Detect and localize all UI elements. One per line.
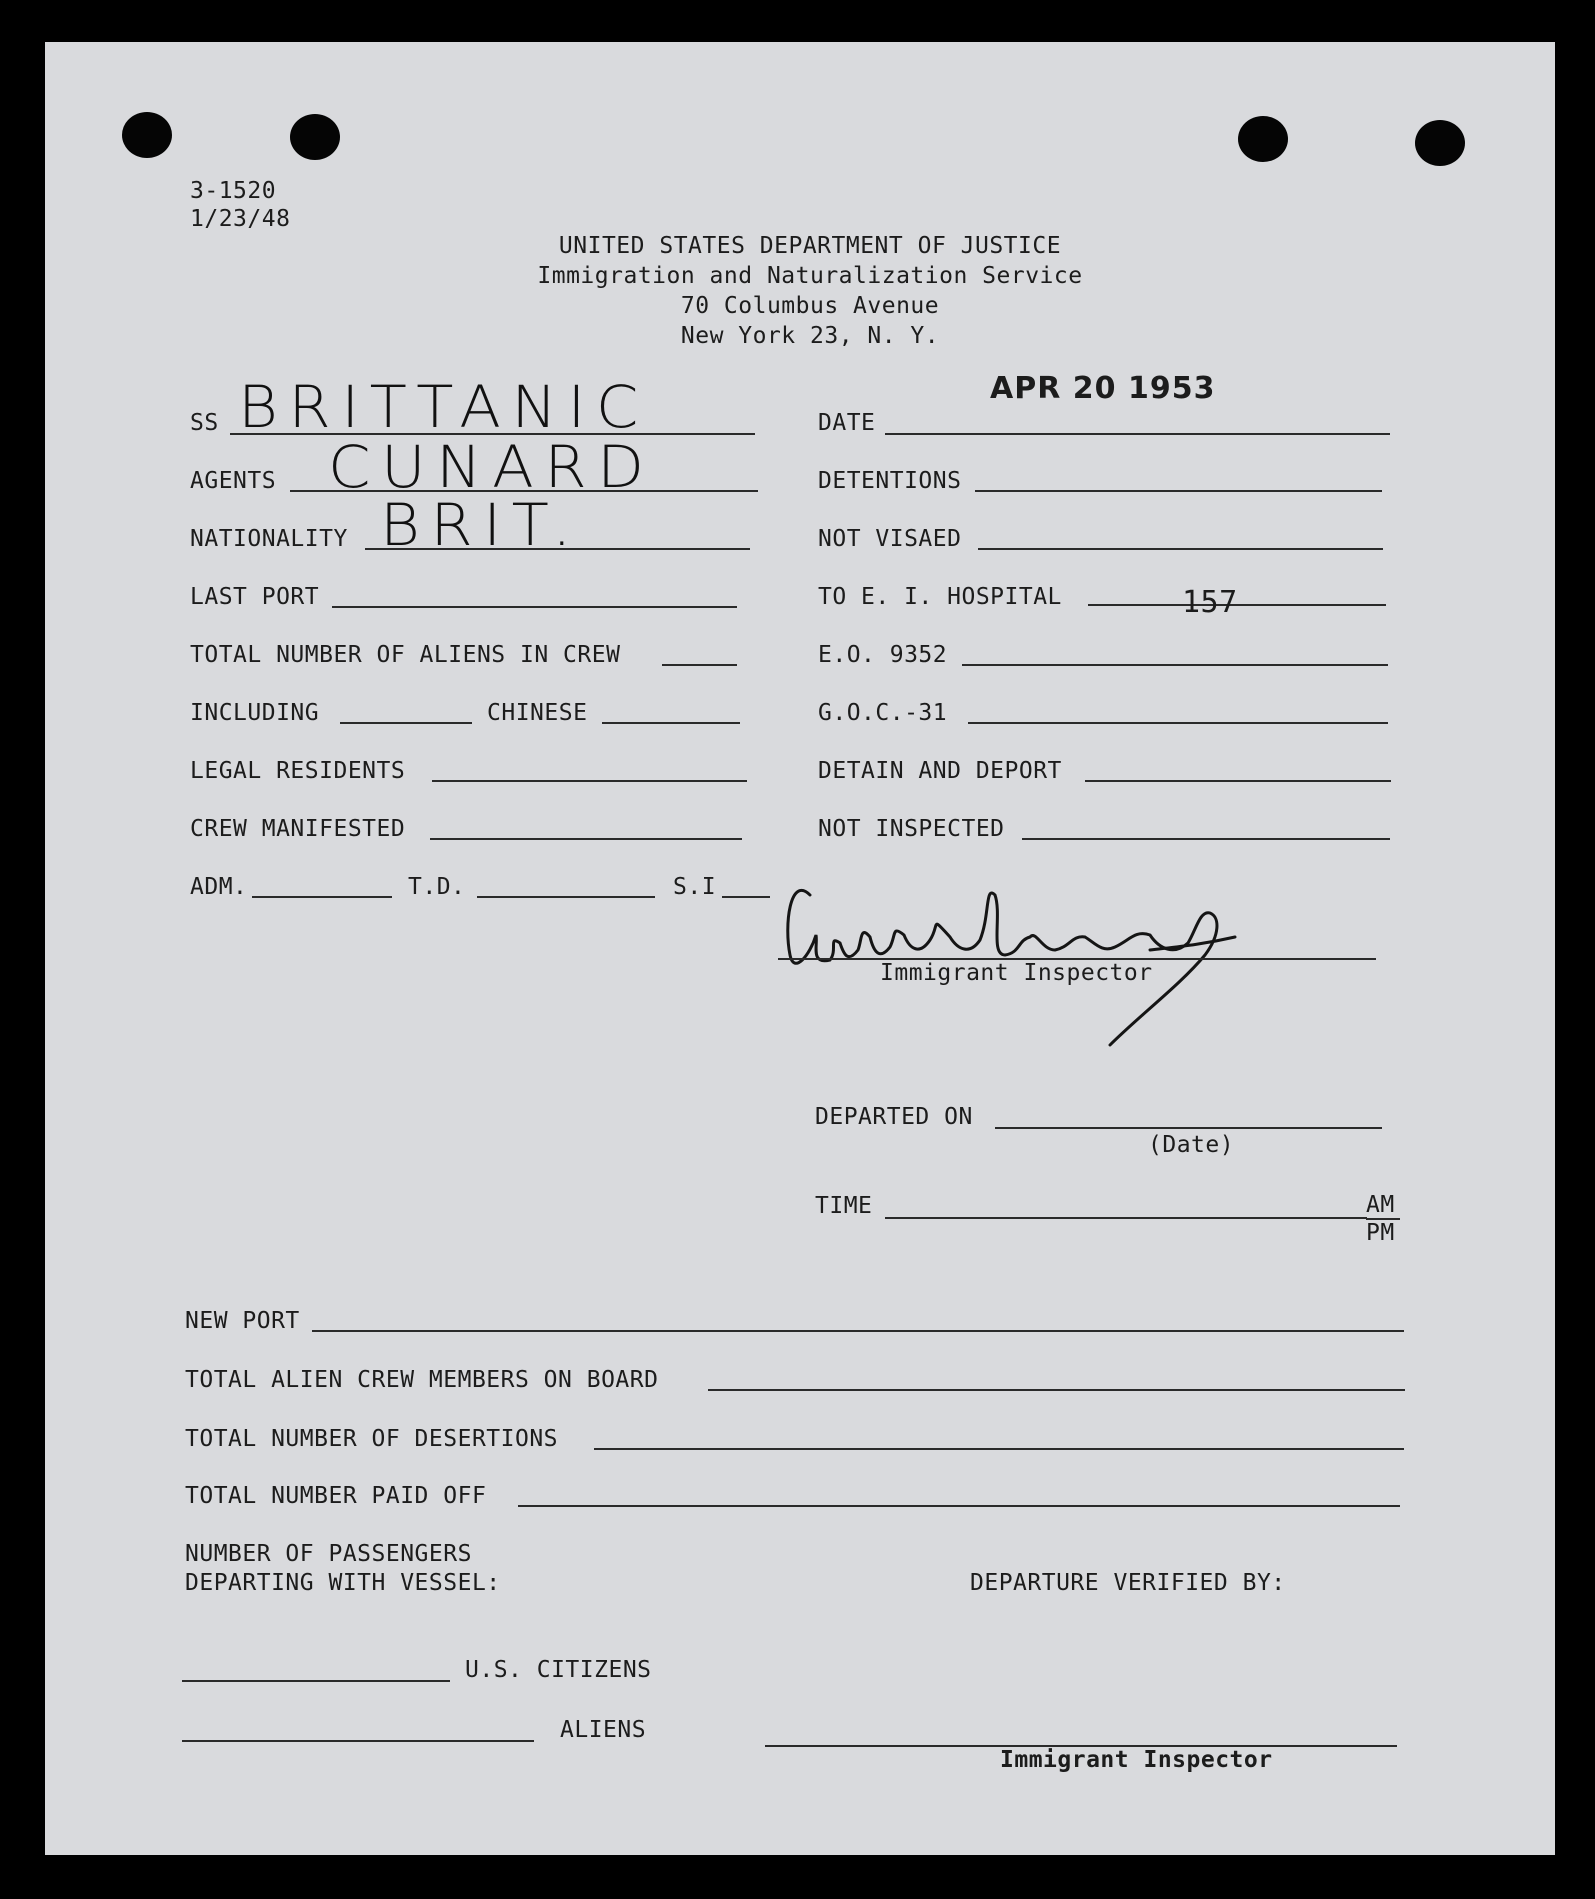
not-inspected-label: NOT INSPECTED	[818, 816, 1005, 842]
us-citizens-line	[182, 1680, 450, 1682]
detentions-line	[975, 490, 1382, 492]
goc-line	[968, 722, 1388, 724]
pm-label: PM	[1366, 1220, 1395, 1246]
aliens-line	[182, 1740, 534, 1742]
date-line	[885, 433, 1390, 435]
us-citizens-label: U.S. CITIZENS	[465, 1657, 652, 1683]
new-port-line	[312, 1330, 1404, 1332]
passengers-heading-2: DEPARTING WITH VESSEL:	[185, 1570, 501, 1596]
adm-line	[252, 896, 392, 898]
eo-line	[962, 664, 1388, 666]
departed-on-label: DEPARTED ON	[815, 1104, 973, 1130]
header-address: 70 Columbus Avenue	[680, 293, 940, 319]
departed-on-line	[995, 1127, 1382, 1129]
detain-deport-line	[1085, 780, 1391, 782]
nationality-label: NATIONALITY	[190, 526, 348, 552]
am-label: AM	[1366, 1192, 1395, 1218]
adm-label: ADM.	[190, 874, 248, 900]
header-department: UNITED STATES DEPARTMENT OF JUSTICE	[558, 233, 1062, 259]
header-service: Immigration and Naturalization Service	[537, 263, 1083, 289]
last-port-label: LAST PORT	[190, 584, 320, 610]
not-visaed-line	[978, 548, 1383, 550]
total-aliens-label: TOTAL NUMBER OF ALIENS IN CREW	[190, 642, 621, 668]
legal-residents-line	[432, 780, 747, 782]
date-stamp: APR 20 1953	[990, 371, 1216, 406]
hospital-value: 157	[1182, 585, 1238, 620]
verifying-inspector-caption: Immigrant Inspector	[1000, 1747, 1273, 1773]
total-aliens-line	[662, 664, 737, 666]
punch-hole-1	[122, 112, 172, 158]
chinese-line	[602, 722, 740, 724]
crew-on-board-line	[708, 1389, 1405, 1391]
form-code: 3-1520	[190, 178, 277, 204]
paid-off-line	[518, 1505, 1400, 1507]
inspector-signature	[780, 855, 1340, 1050]
crew-manifested-label: CREW MANIFESTED	[190, 816, 406, 842]
new-port-label: NEW PORT	[185, 1308, 300, 1334]
aliens-label: ALIENS	[560, 1717, 647, 1743]
desertions-line	[594, 1448, 1404, 1450]
punch-hole-3	[1238, 116, 1288, 162]
including-label: INCLUDING	[190, 700, 320, 726]
chinese-label: CHINESE	[487, 700, 588, 726]
td-label: T.D.	[408, 874, 466, 900]
not-visaed-label: NOT VISAED	[818, 526, 962, 552]
ss-value: BRITTANIC	[238, 373, 649, 441]
detentions-label: DETENTIONS	[818, 468, 962, 494]
goc-label: G.O.C.-31	[818, 700, 948, 726]
time-line	[885, 1217, 1367, 1219]
agents-value: CUNARD	[328, 433, 655, 501]
paid-off-label: TOTAL NUMBER PAID OFF	[185, 1483, 487, 1509]
eo-label: E.O. 9352	[818, 642, 948, 668]
punch-hole-4	[1415, 120, 1465, 166]
hospital-label: TO E. I. HOSPITAL	[818, 584, 1062, 610]
header-city: New York 23, N. Y.	[680, 323, 940, 349]
desertions-label: TOTAL NUMBER OF DESERTIONS	[185, 1426, 559, 1452]
detain-deport-label: DETAIN AND DEPORT	[818, 758, 1062, 784]
legal-residents-label: LEGAL RESIDENTS	[190, 758, 406, 784]
si-line	[722, 896, 770, 898]
passengers-heading-1: NUMBER OF PASSENGERS	[185, 1541, 472, 1567]
nationality-value: BRIT.	[380, 491, 582, 559]
punch-hole-2	[290, 114, 340, 160]
si-label: S.I	[673, 874, 717, 900]
crew-on-board-label: TOTAL ALIEN CREW MEMBERS ON BOARD	[185, 1367, 659, 1393]
time-label: TIME	[815, 1193, 873, 1219]
inspector-caption: Immigrant Inspector	[880, 960, 1153, 986]
date-label: DATE	[818, 410, 876, 436]
agents-label: AGENTS	[190, 468, 277, 494]
not-inspected-line	[1022, 838, 1390, 840]
ss-label: SS	[190, 410, 219, 436]
departure-verified-label: DEPARTURE VERIFIED BY:	[970, 1570, 1286, 1596]
including-line	[340, 722, 472, 724]
td-line	[477, 896, 655, 898]
crew-manifested-line	[430, 838, 742, 840]
date-caption: (Date)	[1148, 1132, 1235, 1158]
last-port-line	[332, 606, 737, 608]
form-revision-date: 1/23/48	[190, 206, 291, 232]
